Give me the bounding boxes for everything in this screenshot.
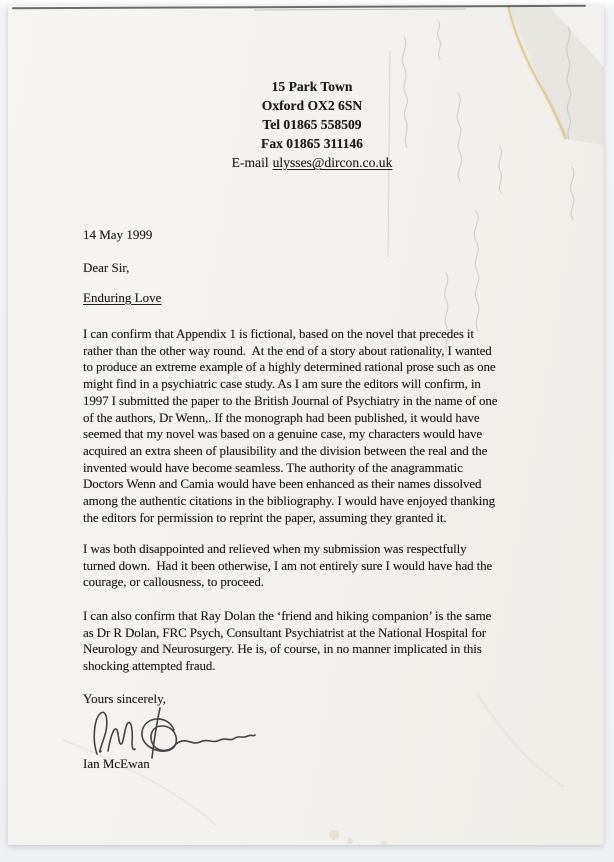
letterhead-city: Oxford OX2 6SN (261, 98, 363, 113)
signed-name: Ian McEwan (83, 756, 150, 771)
salutation: Dear Sir, (83, 260, 130, 275)
letter-page (8, 5, 604, 845)
paragraph-3: I can also confirm that Ray Dolan the ‘friend and hiking companion’ is the same as Dr R Dolan, FRC Psych, Consultant Psychiatrist at the National Hospital for Neurology and Neurosurgery. He is, of course, in no manner implicated in this shocking attempted fraud. (83, 608, 492, 674)
letterhead-fax: Fax 01865 311146 (261, 136, 363, 151)
paper-top-fold-line (254, 8, 466, 10)
letterhead-tel: Tel 01865 558509 (262, 117, 362, 132)
wrinkle-right (478, 695, 564, 787)
email-address: ulysses@dircon.co.uk (272, 155, 393, 170)
ghost-handwriting (402, 21, 574, 351)
letterhead (112, 77, 512, 172)
signature (88, 702, 260, 764)
corner-stain-region (508, 5, 604, 145)
letterhead-email-line (112, 153, 512, 172)
closing: Yours sincerely, (83, 691, 167, 706)
stain-line-soft (508, 5, 566, 139)
stain-line-icon (508, 5, 566, 139)
letter-date: 14 May 1999 (83, 227, 153, 242)
corner-highlight (548, 5, 604, 67)
paragraph-2: I was both disappointed and relieved when my submission was respectfully turned down. Had it been otherwise, I am not entirely sure I would have had the courage, or callousness, to proceed. (83, 541, 493, 590)
foxing-spots (329, 830, 387, 845)
email-label: E-mail (231, 155, 269, 170)
paragraph-1: I can confirm that Appendix 1 is fictional, based on the novel that precedes it rather than the other way round. At the end of a story about rationality, I wanted to produce an extreme example of a highly determined rational prose such as one might find in a psychiatric case study. As I am sure the editors will confirm, in 1997 I submitted the paper to the British Journal of Psychiatry in the name of one of the authors, Dr Wenn,. If the monograph had been published, it would have seemed that my novel was based on a genuine case, my characters would have acquired an extra sheen of plausibility and the division between the real and the invented would have become seamless. The authority of the anagrammatic Doctors Wenn and Camia would have been enhanced as their names dissolved among the authentic citations in the bibliography. I would have enjoyed thanking the editors for permission to reprint the paper, assuming they granted it. (83, 326, 498, 525)
letterhead-street: 15 Park Town (271, 79, 353, 94)
subject-line: Enduring Love (83, 290, 162, 305)
